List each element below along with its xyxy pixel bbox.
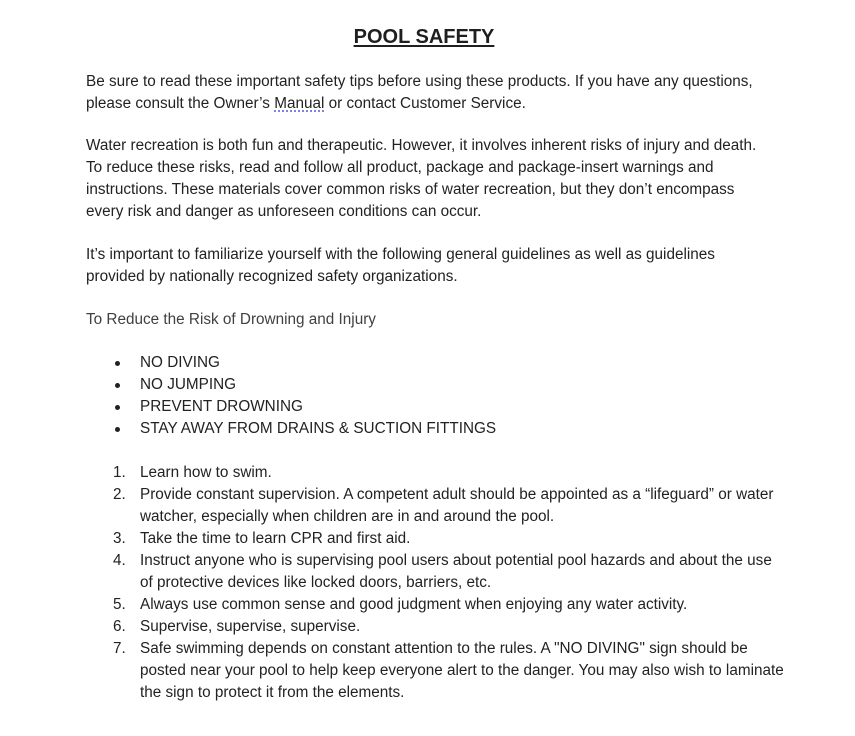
step-text: Provide constant supervision. A competent adult should be appointed as a “lifeguard” or water watcher, especially when children are in and around the pool. — [140, 486, 774, 525]
step-item — [104, 550, 784, 594]
step-number: 1. — [113, 464, 126, 481]
bullet-text: PREVENT DROWNING — [140, 398, 303, 415]
bullet-item — [112, 352, 752, 374]
step-item — [104, 594, 784, 616]
step-text: Instruct anyone who is supervising pool users about potential pool hazards and about the use of protective devices like locked doors, barriers, etc. — [140, 552, 772, 591]
manual-reference: Manual — [274, 95, 325, 112]
bullet-dot-icon — [115, 405, 120, 410]
safety-steps-list — [104, 462, 784, 704]
step-number: 6. — [113, 618, 126, 635]
step-number: 7. — [113, 640, 126, 657]
intro-paragraph — [86, 71, 766, 115]
page-title: POOL SAFETY — [353, 26, 495, 48]
intro-text-end: or contact Customer Service. — [324, 95, 526, 112]
step-text: Supervise, supervise, supervise. — [140, 618, 361, 635]
step-number: 2. — [113, 486, 126, 503]
step-text: Learn how to swim. — [140, 464, 272, 481]
bullet-dot-icon — [115, 361, 120, 366]
step-number: 3. — [113, 530, 126, 547]
risk-paragraph: Water recreation is both fun and therapeutic. However, it involves inherent risks of injury and death. To reduce these risks, read and follow all product, package and package-insert warnings and instructions. These materials cover common risks of water recreation, but they don’t encompass every risk and danger as unforeseen conditions can occur. — [86, 137, 757, 220]
step-item — [104, 638, 784, 704]
bullet-text: STAY AWAY FROM DRAINS & SUCTION FITTINGS — [140, 420, 497, 437]
bullet-item — [112, 396, 752, 418]
step-item — [104, 616, 784, 638]
step-number: 5. — [113, 596, 126, 613]
safety-bullet-list — [112, 352, 752, 440]
guidelines-paragraph: It’s important to familiarize yourself with the following general guidelines as well as guidelines provided by nationally recognized safety organizations. — [86, 246, 715, 285]
bullet-dot-icon — [115, 427, 120, 432]
step-item — [104, 528, 784, 550]
bullet-text: NO JUMPING — [140, 376, 237, 393]
section-subheading: To Reduce the Risk of Drowning and Injury — [86, 311, 376, 328]
intro-text-start: Be sure to read these important safety tips before using these products. If you have any questions, please consult the Owner’s — [86, 73, 753, 112]
step-item — [104, 484, 784, 528]
step-text: Safe swimming depends on constant attention to the rules. A "NO DIVING" sign should be posted near your pool to help keep everyone alert to the danger. You may also wish to laminate the sign to protect it from the elements. — [140, 640, 784, 701]
step-text: Take the time to learn CPR and first aid. — [140, 530, 411, 547]
step-item — [104, 462, 784, 484]
bullet-item — [112, 374, 752, 396]
bullet-dot-icon — [115, 383, 120, 388]
bullet-text: NO DIVING — [140, 354, 220, 371]
step-number: 4. — [113, 552, 126, 569]
step-text: Always use common sense and good judgment when enjoying any water activity. — [140, 596, 688, 613]
bullet-item — [112, 418, 752, 440]
